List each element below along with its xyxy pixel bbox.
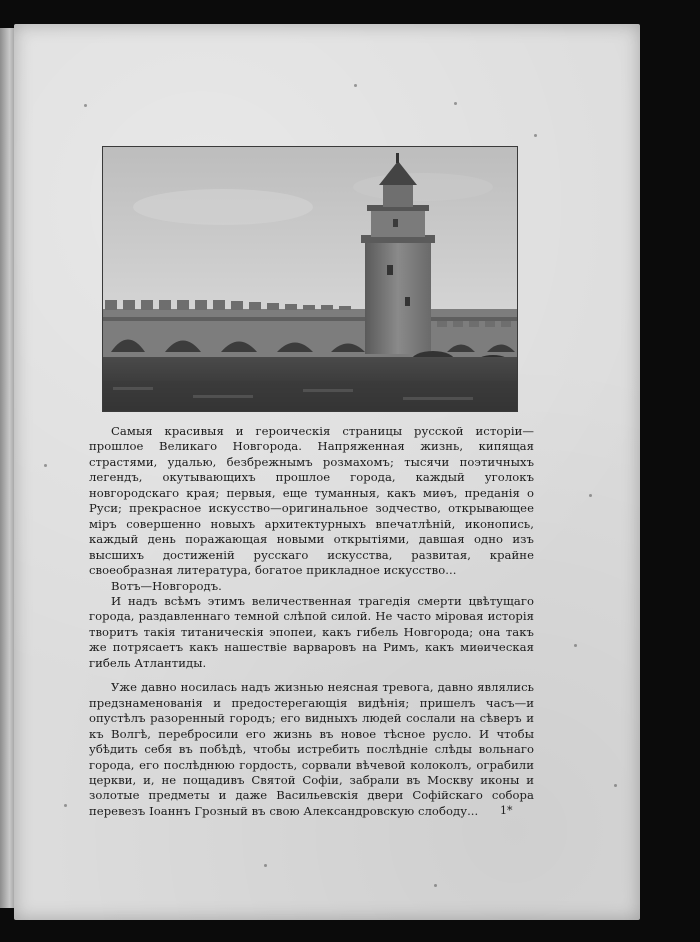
- tower-wall-photo-icon: [103, 147, 517, 411]
- illustration-photo: [102, 146, 518, 412]
- paragraph-3: И надъ всѣмъ этимъ величественная трагедія смерти цвѣтущаго города, раздавленнаго темной слѣпой силой. Не часто міровая исторія творитъ такія титаническія эпопеи, какъ гибель Новгорода; она такъ же потрясаетъ какъ нашествіе варваровъ на Римъ, какъ миѳическая гибель Атлантиды.: [89, 593, 534, 670]
- book-page: [14, 24, 640, 920]
- paragraph-4: Уже давно носилась надъ жизнью неясная тревога, давно являлись предзнаменованія и предостерегающія видѣнія; пришелъ часъ—и опустѣлъ разоренный городъ; его видныхъ людей сослали на сѣверъ и къ Волгѣ, перебросили его жизнь въ новое тѣсное русло. И чтобы убѣдить себя въ побѣдѣ, чтобы истребить послѣдніе слѣды вольнаго города, его послѣднюю гордость, сорвали вѣчевой колоколъ, ограбили церкви, и, не пощадивъ Святой Софіи, забрали въ Москву иконы и золотые предметы и даже Васильевскія двери Софійскаго собора перевезъ Іоаннъ Грозный въ свою Александровскую слободу...: [89, 680, 534, 818]
- paragraph-2: Вотъ—Новгородъ.: [111, 578, 222, 593]
- page-number: 1*: [500, 804, 513, 817]
- body-text: [89, 424, 534, 819]
- paragraph-1: Самыя красивыя и героическія страницы русской исторіи—прошлое Великаго Новгорода. Напряженная жизнь, кипящая страстями, удалью, безбрежнымъ розмахомъ; тысячи поэтичныхъ легендъ, окутывающихъ прошлое города, каждый уголокъ новгородскаго края; первыя, еще туманныя, какъ миѳъ, преданія о Руси; прекрасное искусство—оригинальное зодчество, открывающее міръ совершенно новыхъ архитектурныхъ впечатлѣній, иконопись, каждый день поражающая новыми открытіями, давшая одно изъ высшихъ достиженій русскаго искусства, развитая, крайне своеобразная литература, богатое прикладное искусство...: [89, 424, 534, 578]
